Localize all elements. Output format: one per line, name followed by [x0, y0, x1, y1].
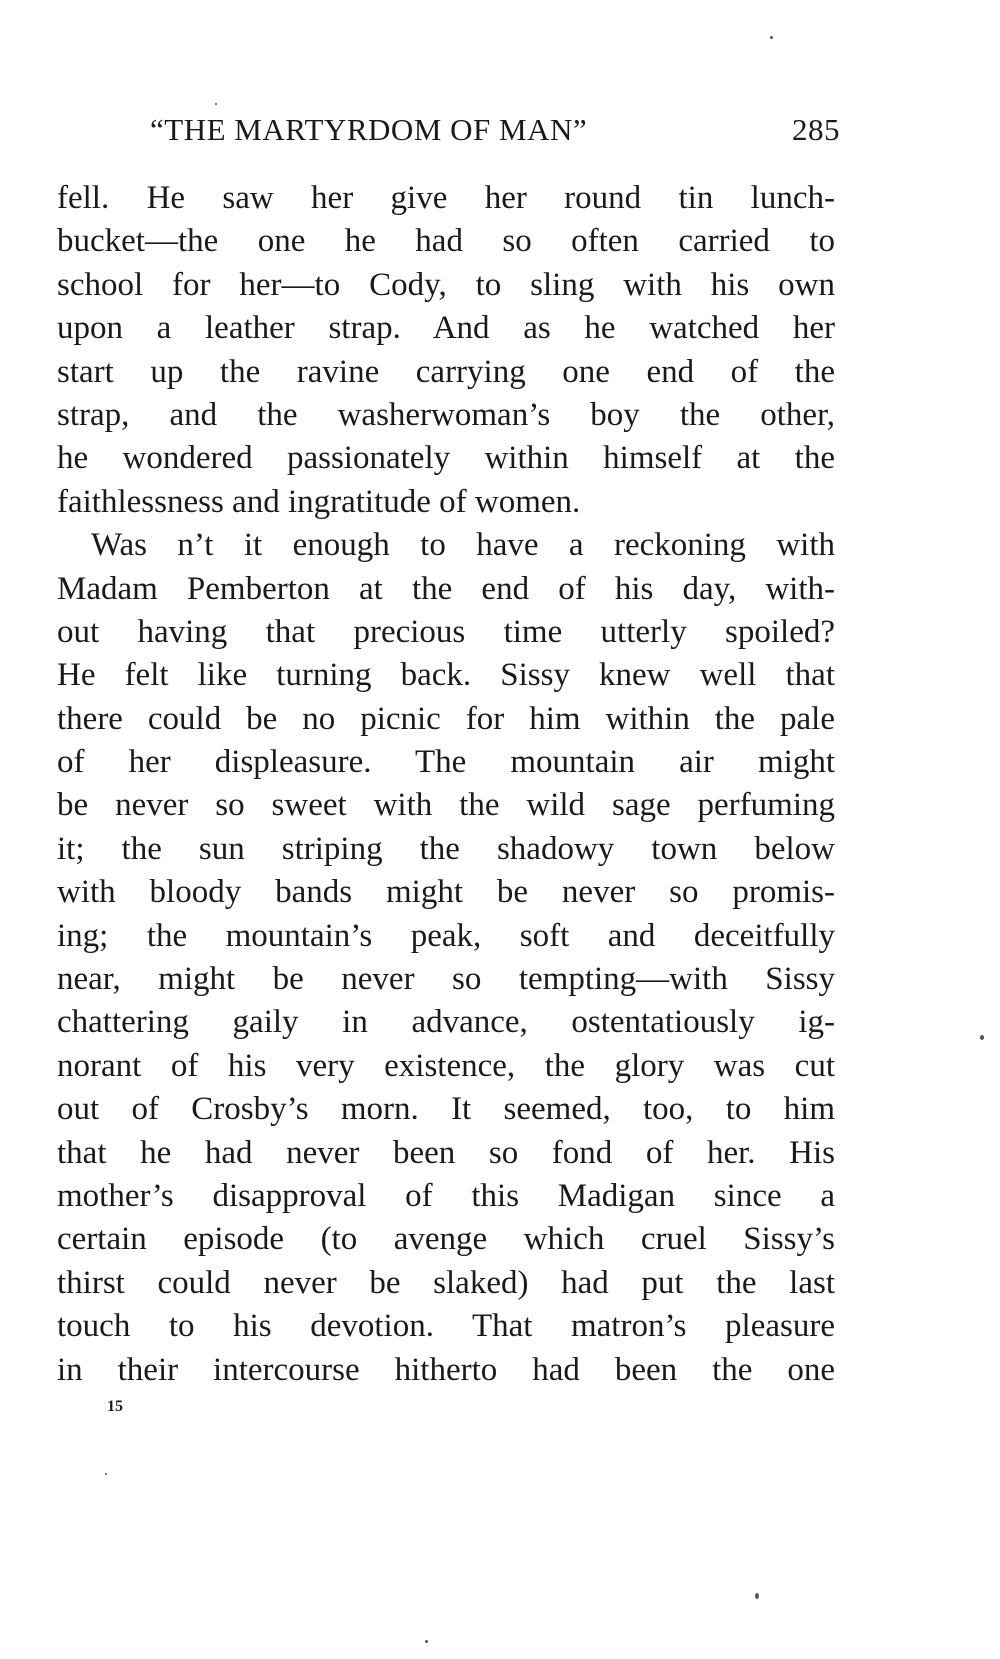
- text-line: out of Crosby’s morn. It seemed, too, to him: [57, 1091, 835, 1128]
- text-line: of her displeasure. The mountain air might: [57, 744, 835, 781]
- text-line: in their intercourse hitherto had been the one: [57, 1351, 835, 1388]
- text-line: norant of his very existence, the glory was cut: [57, 1047, 835, 1084]
- text-line: certain episode (to avenge which cruel Sissy’s: [57, 1221, 835, 1258]
- page-number: 285: [792, 112, 840, 147]
- text-line: He felt like turning back. Sissy knew well that: [57, 657, 835, 694]
- scan-speck: [770, 36, 773, 39]
- text-line: there could be no picnic for him within the pale: [57, 700, 835, 737]
- scan-speck: [980, 1035, 984, 1040]
- text-line: bucket—the one he had so often carried to: [57, 223, 835, 260]
- scan-speck: [215, 103, 217, 105]
- text-line: be never so sweet with the wild sage perfuming: [57, 787, 835, 824]
- text-line: upon a leather strap. And as he watched her: [57, 310, 835, 347]
- signature-mark: 15: [107, 1398, 123, 1415]
- scan-speck: [755, 1593, 759, 1599]
- paragraph: [57, 524, 835, 1392]
- text-line: touch to his devotion. That matron’s pleasure: [57, 1308, 835, 1345]
- running-head: [150, 112, 840, 152]
- text-line: faithlessness and ingratitude of women.: [57, 483, 581, 520]
- text-line: chattering gaily in advance, ostentatiously ig-: [57, 1004, 835, 1041]
- text-line: near, might be never so tempting—with Sissy: [57, 961, 835, 998]
- body-text: [57, 177, 835, 1392]
- text-line: he wondered passionately within himself at the: [57, 440, 835, 477]
- text-line: mother’s disapproval of this Madigan since a: [57, 1177, 835, 1214]
- text-line: Was n’t it enough to have a reckoning with: [91, 527, 835, 564]
- text-line: fell. He saw her give her round tin lunch-: [57, 180, 835, 216]
- text-line: it; the sun striping the shadowy town below: [57, 830, 835, 867]
- paragraph: [57, 177, 835, 524]
- text-line: ing; the mountain’s peak, soft and deceitfully: [57, 917, 835, 954]
- text-line: school for her—to Cody, to sling with his own: [57, 266, 835, 303]
- text-line: that he had never been so fond of her. His: [57, 1134, 835, 1171]
- scan-speck: [425, 1640, 428, 1643]
- text-line: Madam Pemberton at the end of his day, with-: [57, 570, 835, 607]
- text-line: start up the ravine carrying one end of the: [57, 353, 835, 390]
- text-line: out having that precious time utterly spoiled?: [57, 613, 835, 650]
- text-line: strap, and the washerwoman’s boy the other,: [57, 396, 835, 433]
- scan-speck: [105, 1473, 107, 1475]
- running-title: “THE MARTYRDOM OF MAN”: [150, 112, 588, 147]
- text-line: with bloody bands might be never so promis-: [57, 874, 835, 911]
- text-line: thirst could never be slaked) had put the last: [57, 1264, 835, 1301]
